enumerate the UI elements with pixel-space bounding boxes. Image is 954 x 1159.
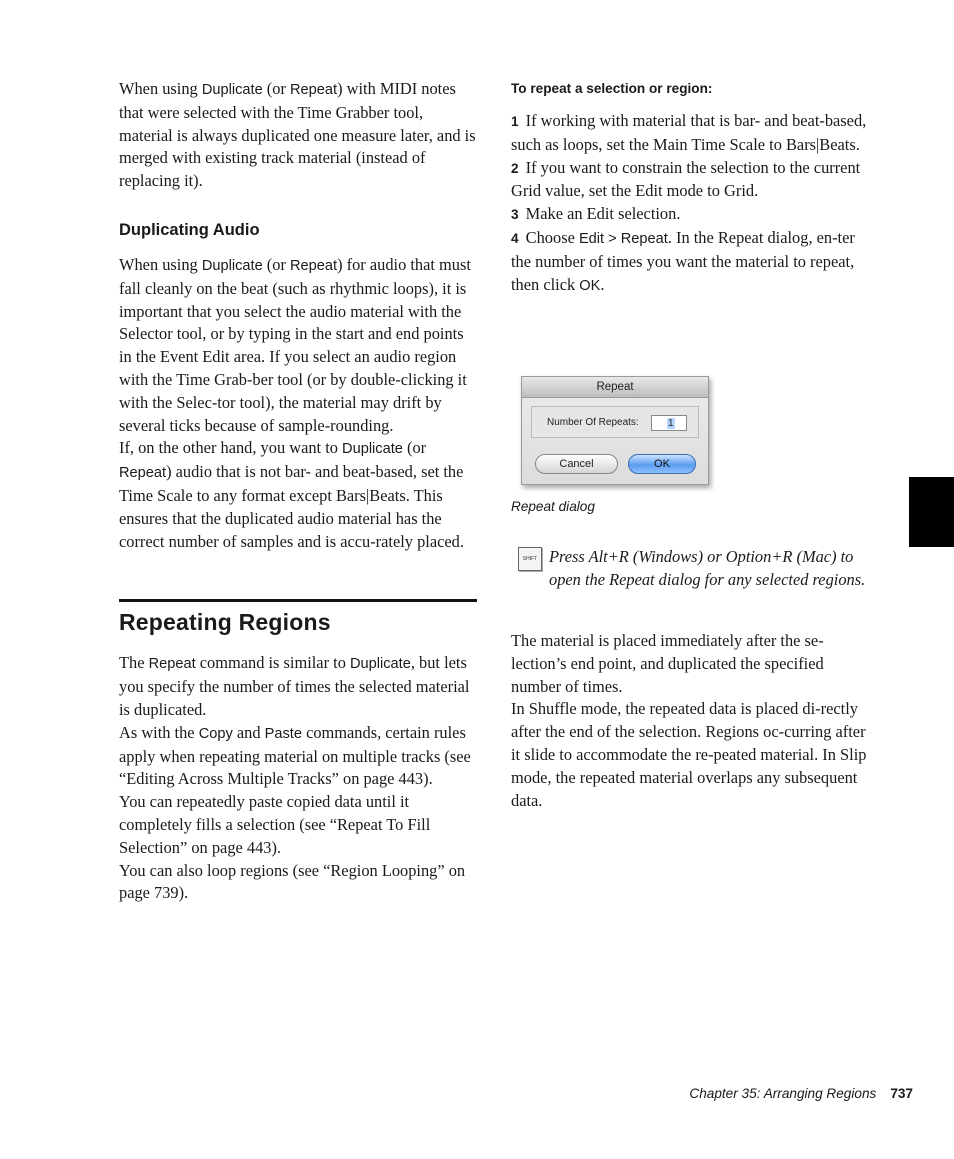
paragraph-shuffle-slip: In Shuffle mode, the repeated data is placed di-rectly after the end of the selection. Regions oc-curring after it slide to accommodate the re-peated material. In Slip mode, the repeated material overlaps any subsequent data.: [511, 699, 867, 810]
dialog-title: Repeat: [522, 377, 708, 398]
paragraph-region-looping: You can also loop regions (see “Region Looping” on page 739).: [119, 860, 466, 903]
right-column: [511, 78, 871, 297]
page-number: 737: [890, 1086, 913, 1101]
shortcut-icon: SHIFT: [518, 547, 542, 571]
repeating-regions-heading: Repeating Regions: [119, 609, 331, 636]
step-2: 2 If you want to constrain the selection to the current Grid value, set the Edit mode to Grid.: [511, 157, 861, 201]
shortcut-tip: Press Alt+R (Windows) or Option+R (Mac) to open the Repeat dialog for any selected regions.: [549, 547, 866, 589]
figure-caption: Repeat dialog: [511, 499, 595, 514]
left-column: [119, 78, 477, 905]
paragraph-midi-duplicate: When using Duplicate (or Repeat) with MIDI notes that were selected with the Time Grabber tool, material is always duplicated one measure later, and is merged with existing track material (instead of replacing it).: [119, 79, 476, 191]
paragraph-repeat-command: The Repeat command is similar to Duplicate, but lets you specify the number of times the selected material is duplicated.: [119, 653, 470, 719]
step-3: 3 Make an Edit selection.: [511, 204, 681, 224]
step-4: 4 Choose Edit > Repeat. In the Repeat dialog, en-ter the number of times you want the material to repeat, then click OK.: [511, 227, 855, 294]
number-of-repeats-label: Number Of Repeats:: [547, 417, 639, 428]
procedure-heading: To repeat a selection or region:: [511, 81, 713, 96]
section-rule: [119, 599, 477, 602]
page-footer: [689, 1086, 913, 1101]
paragraph-copy-paste: As with the Copy and Paste commands, certain rules apply when repeating material on multiple tracks (see “Editing Across Multiple Tracks” on page 443).: [119, 722, 471, 789]
footer-chapter: Chapter 35: Arranging Regions: [689, 1086, 877, 1101]
duplicating-audio-heading: Duplicating Audio: [119, 220, 260, 239]
right-column-bottom: [511, 630, 871, 812]
ok-button[interactable]: OK: [628, 454, 696, 474]
paragraph-repeat-to-fill: You can repeatedly paste copied data until it completely fills a selection (see “Repeat To Fill Selection” on page 443).: [119, 792, 431, 857]
paragraph-placement: The material is placed immediately after the se-lection’s end point, and duplicated the specified number of times.: [511, 631, 824, 696]
paragraph-audio-duplicate: When using Duplicate (or Repeat) for audio that must fall cleanly on the beat (such as rhythmic loops), it is important that you select the audio material with the Selector tool, or by typing in the start and end points in the Event Edit area. If you select an audio region with the Time Grab-ber tool (or by double-clicking it with the Selec-tor tool), the material may drift by several ticks because of sample-rounding.: [119, 254, 471, 435]
number-of-repeats-input[interactable]: [651, 415, 687, 431]
chapter-thumb-tab: [909, 477, 954, 547]
step-1: 1 If working with material that is bar- and beat-based, such as loops, set the Main Time Scale to Bars|Beats.: [511, 111, 867, 154]
paragraph-non-beat-audio: If, on the other hand, you want to Duplicate (or Repeat) audio that is not bar- and beat-based, set the Time Scale to any format except Bars|Beats. This ensures that the duplicated audio material has the correct number of samples and is accu-rately placed.: [119, 438, 464, 551]
cancel-button[interactable]: Cancel: [535, 454, 618, 474]
repeat-dialog: [521, 376, 709, 485]
repeats-value: 1: [668, 418, 674, 429]
